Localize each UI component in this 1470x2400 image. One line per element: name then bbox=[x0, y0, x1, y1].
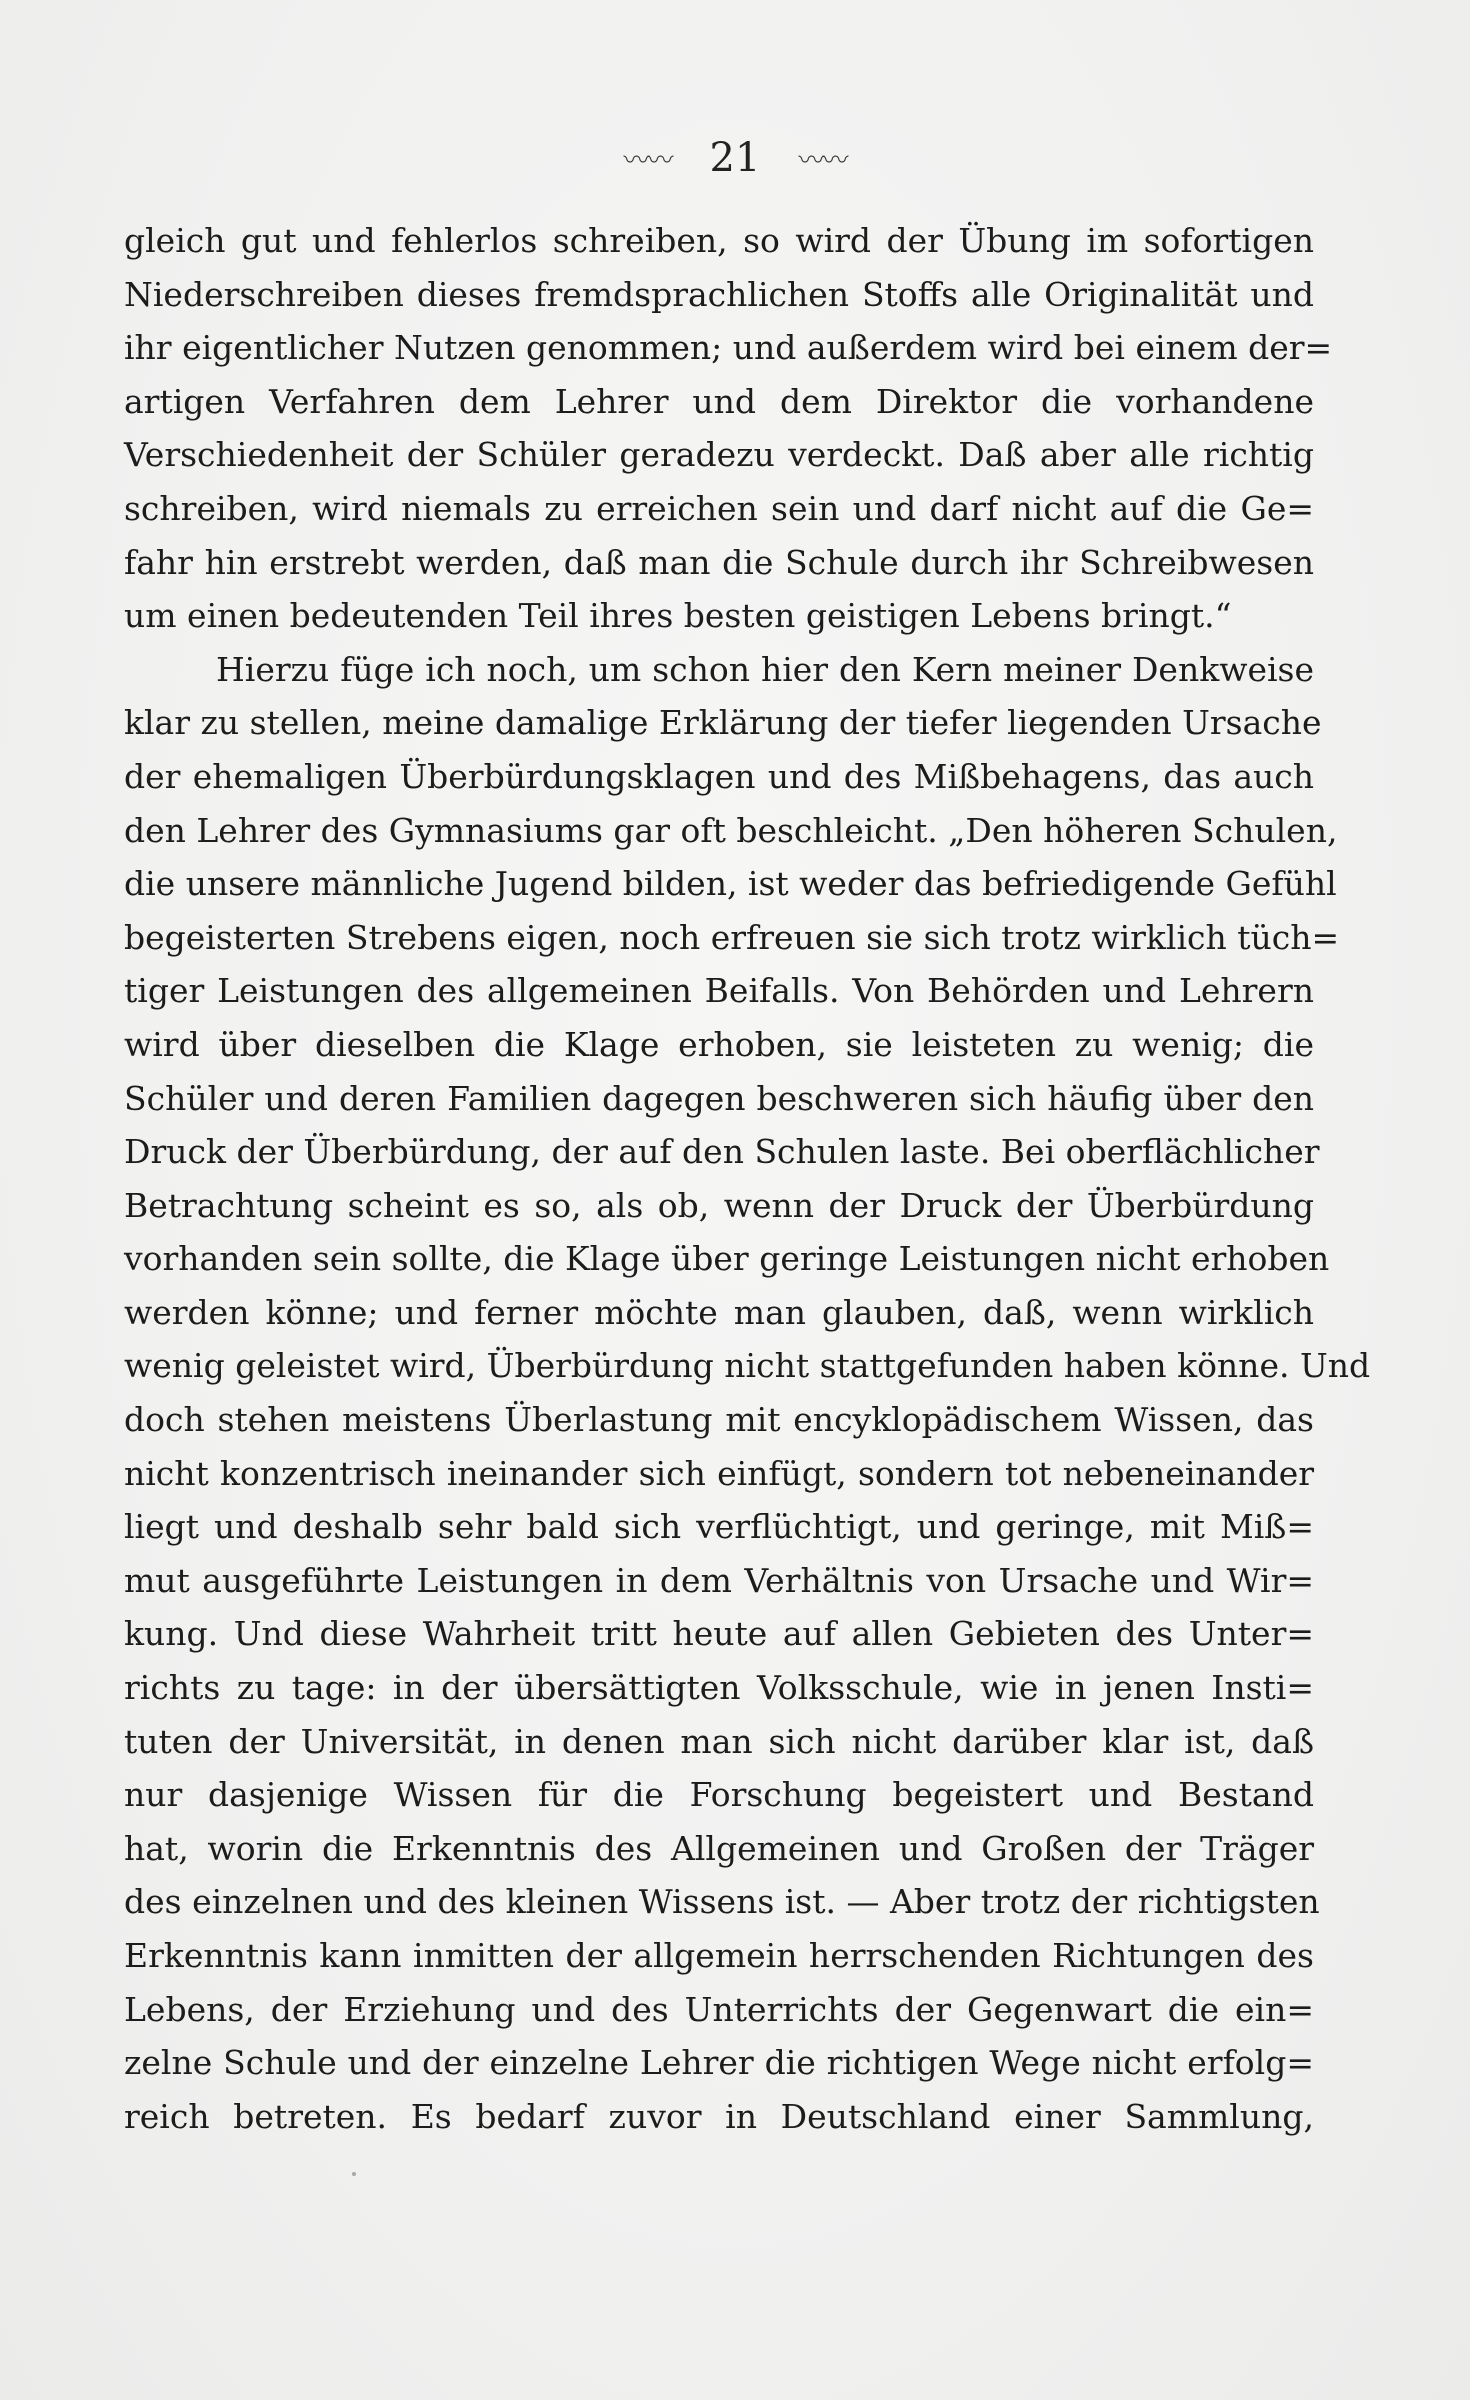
text-line: liegt und deshalb sehr bald sich verflüchtigt, und geringe, mit Miß= bbox=[124, 1507, 1314, 1547]
text-line: fahr hin erstrebt werden, daß man die Schule durch ihr Schreibwesen bbox=[124, 542, 1314, 582]
body-text bbox=[124, 214, 1371, 2143]
text-line: vorhanden sein sollte, die Klage über geringe Leistungen nicht erhoben bbox=[124, 1239, 1330, 1279]
text-line: Erkenntnis kann inmitten der allgemein herrschenden Richtungen des bbox=[124, 1936, 1314, 1975]
text-line: Schüler und deren Familien dagegen beschweren sich häufig über den bbox=[124, 1078, 1314, 1118]
text-line: klar zu stellen, meine damalige Erklärung der tiefer liegenden Ursache bbox=[124, 703, 1322, 743]
text-line: Niederschreiben dieses fremdsprachlichen Stoffs alle Originalität und bbox=[124, 274, 1314, 314]
text-line: wenig geleistet wird, Überbürdung nicht stattgefunden haben könne. Und bbox=[124, 1346, 1371, 1386]
page-header bbox=[0, 128, 1470, 188]
text-line: den Lehrer des Gymnasiums gar oft beschleicht. „Den höheren Schulen, bbox=[124, 810, 1338, 850]
page-number: 21 bbox=[709, 135, 761, 181]
text-line: hat, worin die Erkenntnis des Allgemeinen und Großen der Träger bbox=[124, 1828, 1314, 1868]
text-line: artigen Verfahren dem Lehrer und dem Direktor die vorhandene bbox=[124, 381, 1314, 421]
text-line: reich betreten. Es bedarf zuvor in Deutschland einer Sammlung, bbox=[124, 2096, 1314, 2136]
text-line: richts zu tage: in der übersättigten Volksschule, wie in jenen Insti= bbox=[124, 1668, 1314, 1708]
ornament-right: 〰〰 bbox=[798, 145, 847, 176]
text-line: kung. Und diese Wahrheit tritt heute auf allen Gebieten des Unter= bbox=[124, 1614, 1314, 1654]
text-line: Lebens, der Erziehung und des Unterrichts der Gegenwart die ein= bbox=[124, 1989, 1314, 2029]
text-line: Hierzu füge ich noch, um schon hier den Kern meiner Denkweise bbox=[216, 649, 1314, 689]
text-line: begeisterten Strebens eigen, noch erfreuen sie sich trotz wirklich tüch= bbox=[124, 917, 1340, 957]
paper-speck bbox=[352, 2172, 356, 2176]
ornament-left: 〰〰 bbox=[623, 145, 672, 176]
text-line: doch stehen meistens Überlastung mit encyklopädischem Wissen, das bbox=[124, 1400, 1314, 1440]
text-line: werden könne; und ferner möchte man glauben, daß, wenn wirklich bbox=[124, 1292, 1314, 1332]
text-line: die unsere männliche Jugend bilden, ist weder das befriedigende Gefühl bbox=[124, 864, 1337, 904]
text-line: Verschiedenheit der Schüler geradezu verdeckt. Daß aber alle richtig bbox=[124, 435, 1314, 475]
text-line: tiger Leistungen des allgemeinen Beifalls. Von Behörden und Lehrern bbox=[124, 971, 1314, 1011]
text-line: schreiben, wird niemals zu erreichen sein und darf nicht auf die Ge= bbox=[124, 488, 1314, 528]
text-line: Betrachtung scheint es so, als ob, wenn der Druck der Überbürdung bbox=[124, 1185, 1314, 1225]
text-line: nicht konzentrisch ineinander sich einfügt, sondern tot nebeneinander bbox=[124, 1453, 1314, 1493]
text-line: gleich gut und fehlerlos schreiben, so wird der Übung im sofortigen bbox=[124, 221, 1314, 260]
text-line: tuten der Universität, in denen man sich nicht darüber klar ist, daß bbox=[124, 1721, 1314, 1761]
text-line: ihr eigentlicher Nutzen genommen; und außerdem wird bei einem der= bbox=[124, 328, 1333, 368]
text-line: der ehemaligen Überbürdungsklagen und des Mißbehagens, das auch bbox=[124, 756, 1314, 796]
text-line: Druck der Überbürdung, der auf den Schulen laste. Bei oberflächlicher bbox=[124, 1132, 1320, 1172]
text-line: nur dasjenige Wissen für die Forschung begeistert und Bestand bbox=[124, 1775, 1314, 1815]
text-line: zelne Schule und der einzelne Lehrer die richtigen Wege nicht erfolg= bbox=[124, 2043, 1314, 2083]
text-line: des einzelnen und des kleinen Wissens ist. — Aber trotz der richtigsten bbox=[124, 1882, 1320, 1922]
text-line: mut ausgeführte Leistungen in dem Verhältnis von Ursache und Wir= bbox=[124, 1560, 1314, 1600]
text-line: wird über dieselben die Klage erhoben, sie leisteten zu wenig; die bbox=[124, 1024, 1314, 1064]
text-line: um einen bedeutenden Teil ihres besten geistigen Lebens bringt.“ bbox=[124, 596, 1232, 636]
